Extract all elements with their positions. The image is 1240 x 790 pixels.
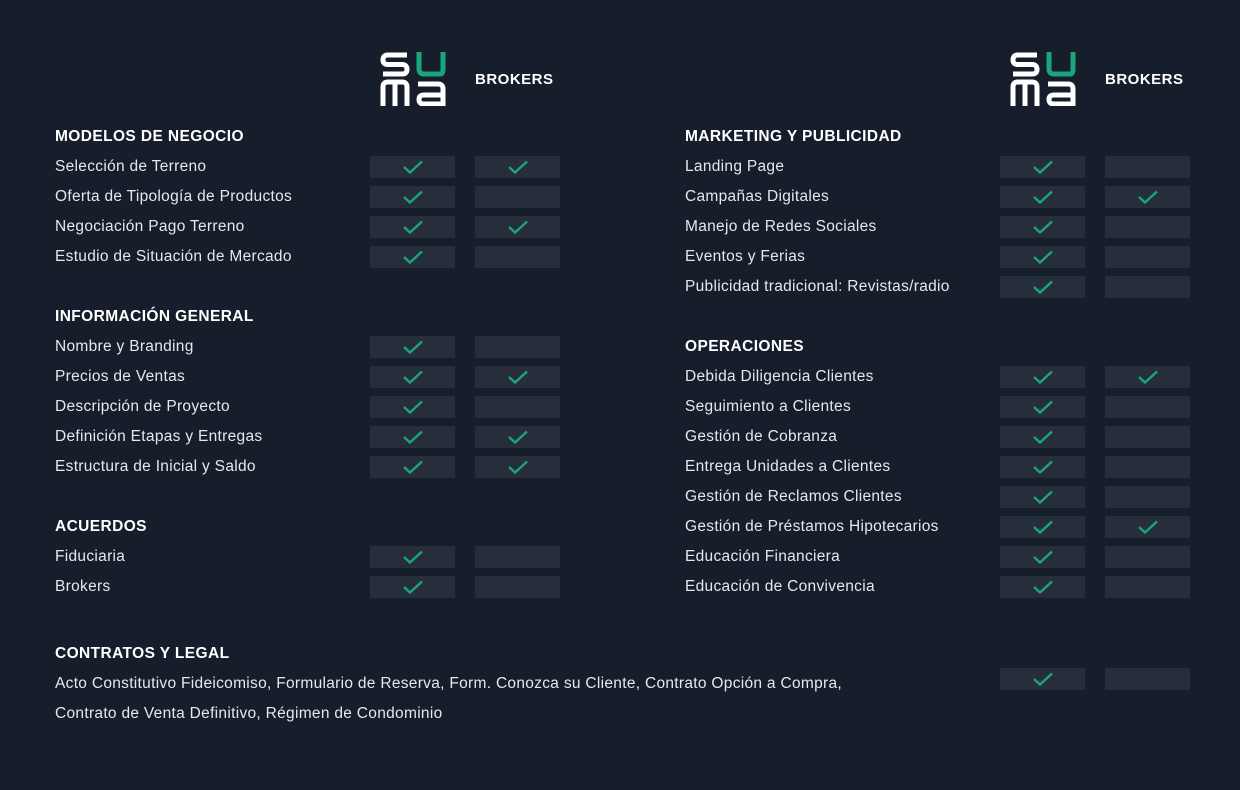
brokers-cell (1105, 426, 1190, 448)
table-row (685, 242, 1190, 272)
section (55, 512, 560, 602)
check-icon (1032, 460, 1054, 474)
row-label: Estructura de Inicial y Saldo (55, 458, 256, 475)
row-label: Entrega Unidades a Clientes (685, 458, 891, 475)
check-icon (1032, 400, 1054, 414)
row-label: Oferta de Tipología de Productos (55, 188, 293, 205)
suma-cell (370, 396, 455, 418)
suma-cell (1000, 546, 1085, 568)
suma-cell (1000, 366, 1085, 388)
brokers-cell (475, 216, 560, 238)
check-icon (402, 400, 424, 414)
brokers-cell (475, 426, 560, 448)
check-icon (507, 460, 529, 474)
contracts-section (55, 639, 1190, 729)
suma-cell (370, 546, 455, 568)
suma-cell (1000, 426, 1085, 448)
suma-cell (1000, 246, 1085, 268)
table-row (685, 542, 1190, 572)
row-label: Brokers (55, 578, 111, 595)
check-icon (507, 430, 529, 444)
brokers-cell (475, 576, 560, 598)
brokers-cell (1105, 366, 1190, 388)
table-row (685, 212, 1190, 242)
brokers-column-label: BROKERS (475, 70, 554, 88)
row-label: Debida Diligencia Clientes (685, 368, 874, 385)
suma-cell (1000, 216, 1085, 238)
check-icon (402, 250, 424, 264)
table-row (55, 362, 560, 392)
section (55, 122, 560, 272)
table-row (55, 542, 560, 572)
table-row (685, 392, 1190, 422)
suma-cell (1000, 456, 1085, 478)
row-label: Negociación Pago Terreno (55, 218, 245, 235)
check-icon (402, 430, 424, 444)
table-row (55, 152, 560, 182)
check-icon (1032, 280, 1054, 294)
table-row (685, 152, 1190, 182)
table-row (55, 452, 560, 482)
suma-cell (370, 156, 455, 178)
suma-cell (1000, 276, 1085, 298)
brokers-cell (1105, 276, 1190, 298)
suma-cell (1000, 186, 1085, 208)
section-title: CONTRATOS Y LEGAL (55, 645, 230, 662)
brokers-cell (475, 156, 560, 178)
row-label: Publicidad tradicional: Revistas/radio (685, 278, 950, 295)
check-icon (1032, 490, 1054, 504)
row-label: Selección de Terreno (55, 158, 207, 175)
row-label: Fiduciaria (55, 548, 126, 565)
check-icon (1032, 550, 1054, 564)
suma-cell (370, 576, 455, 598)
table-row (685, 452, 1190, 482)
check-icon (1137, 520, 1159, 534)
suma-cell (370, 246, 455, 268)
row-label: Campañas Digitales (685, 188, 830, 205)
section-title: OPERACIONES (685, 338, 804, 355)
row-label: Definición Etapas y Entregas (55, 428, 263, 445)
table-row (55, 212, 560, 242)
row-label: Manejo de Redes Sociales (685, 218, 877, 235)
right-column (685, 122, 1190, 632)
brokers-column-label: BROKERS (1105, 70, 1184, 88)
suma-cell (370, 216, 455, 238)
row-label: Seguimiento a Clientes (685, 398, 851, 415)
check-icon (507, 220, 529, 234)
left-column (55, 122, 560, 632)
suma-cell (370, 186, 455, 208)
check-icon (1032, 190, 1054, 204)
check-icon (1137, 370, 1159, 384)
brokers-cell (475, 186, 560, 208)
check-icon (1032, 672, 1054, 686)
check-icon (1032, 160, 1054, 174)
suma-cell (1000, 396, 1085, 418)
table-row (685, 482, 1190, 512)
suma-cell (1000, 156, 1085, 178)
brokers-cell (475, 366, 560, 388)
table-row (55, 572, 560, 602)
brokers-cell (1105, 546, 1190, 568)
check-icon (1032, 580, 1054, 594)
brokers-cell (1105, 516, 1190, 538)
check-icon (402, 340, 424, 354)
section-title: MARKETING Y PUBLICIDAD (685, 128, 902, 145)
suma-cell (370, 456, 455, 478)
check-icon (402, 190, 424, 204)
suma-cell (370, 366, 455, 388)
row-label: Estudio de Situación de Mercado (55, 248, 292, 265)
check-icon (402, 160, 424, 174)
check-icon (1032, 430, 1054, 444)
suma-logo (1010, 52, 1076, 106)
brokers-cell (1105, 216, 1190, 238)
suma-cell (370, 426, 455, 448)
brokers-cell (475, 246, 560, 268)
table-row (685, 272, 1190, 302)
table-row (55, 242, 560, 272)
row-label: Nombre y Branding (55, 338, 194, 355)
section (685, 332, 1190, 602)
brokers-cell (1105, 668, 1190, 690)
table-row (685, 512, 1190, 542)
row-label: Gestión de Reclamos Clientes (685, 488, 902, 505)
row-label: Descripción de Proyecto (55, 398, 230, 415)
check-icon (1032, 220, 1054, 234)
table-row (55, 332, 560, 362)
check-icon (1137, 190, 1159, 204)
brokers-cell (1105, 396, 1190, 418)
check-icon (507, 370, 529, 384)
check-icon (402, 580, 424, 594)
check-icon (1032, 520, 1054, 534)
check-icon (1032, 250, 1054, 264)
brokers-cell (475, 396, 560, 418)
check-icon (1032, 370, 1054, 384)
section (685, 122, 1190, 302)
suma-cell (1000, 516, 1085, 538)
table-row (685, 422, 1190, 452)
row-label: Gestión de Cobranza (685, 428, 838, 445)
check-icon (507, 160, 529, 174)
row-label: Eventos y Ferias (685, 248, 806, 265)
brokers-cell (1105, 186, 1190, 208)
brokers-cell (475, 546, 560, 568)
suma-cell (1000, 486, 1085, 508)
header-right (1010, 52, 1184, 106)
check-icon (402, 460, 424, 474)
brokers-cell (1105, 456, 1190, 478)
table-row (685, 362, 1190, 392)
header-left (380, 52, 554, 106)
check-icon (402, 220, 424, 234)
brokers-cell (1105, 246, 1190, 268)
brokers-cell (1105, 576, 1190, 598)
row-label: Landing Page (685, 158, 785, 175)
brokers-cell (475, 456, 560, 478)
brokers-cell (475, 336, 560, 358)
check-icon (402, 550, 424, 564)
check-icon (402, 370, 424, 384)
suma-cell (1000, 668, 1085, 690)
table-row (685, 572, 1190, 602)
table-row (55, 182, 560, 212)
contracts-line-1: Acto Constitutivo Fideicomiso, Formulario de Reserva, Form. Conozca su Cliente, Contrato Opción a Compra, (55, 675, 842, 692)
brokers-cell (1105, 486, 1190, 508)
row-label: Educación Financiera (685, 548, 841, 565)
table-row (55, 392, 560, 422)
row-label: Gestión de Préstamos Hipotecarios (685, 518, 939, 535)
suma-cell (1000, 576, 1085, 598)
table-row (55, 422, 560, 452)
row-label: Educación de Convivencia (685, 578, 875, 595)
suma-cell (370, 336, 455, 358)
table-row (685, 182, 1190, 212)
section-title: ACUERDOS (55, 518, 147, 535)
section (55, 302, 560, 482)
brokers-cell (1105, 156, 1190, 178)
contracts-line-2: Contrato de Venta Definitivo, Régimen de Condominio (55, 705, 443, 722)
section-title: MODELOS DE NEGOCIO (55, 128, 244, 145)
row-label: Precios de Ventas (55, 368, 186, 385)
suma-logo (380, 52, 446, 106)
section-title: INFORMACIÓN GENERAL (55, 308, 254, 325)
